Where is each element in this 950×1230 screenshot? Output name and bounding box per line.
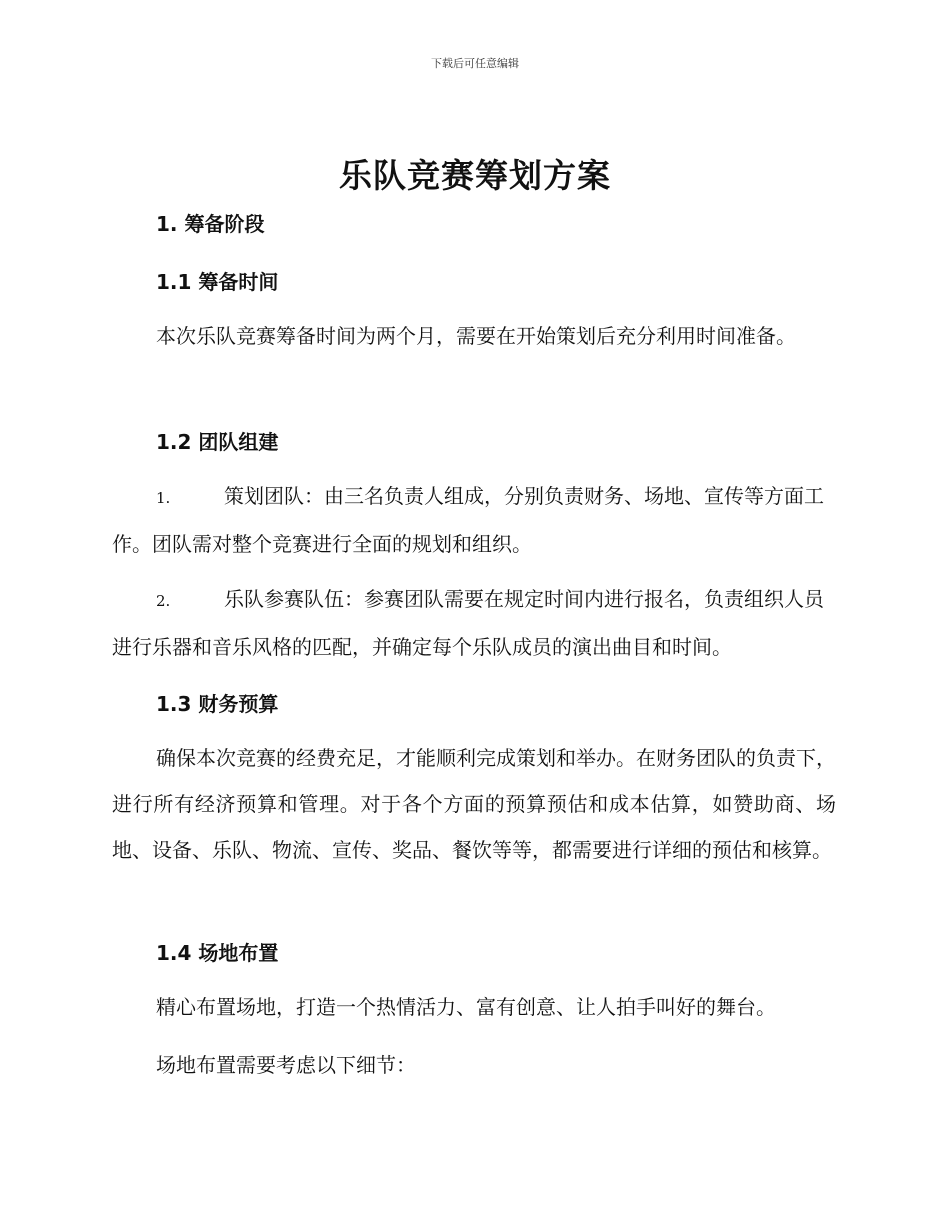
section-1-heading: 1. 筹备阶段 bbox=[156, 212, 265, 236]
section-1-3-paragraph-text: 确保本次竞赛的经费充足，才能顺利完成策划和举办。在财务团队的负责下，进行所有经济预算和管理。对于各个方面的预算预估和成本估算，如赞助商、场地、设备、乐队、物流、宣传、奖品、餐饮等等，都需要进行详细的预估和核算。 bbox=[112, 746, 836, 862]
section-1-3-heading: 1.3 财务预算 bbox=[156, 692, 279, 716]
section-1-4-paragraph-2 bbox=[112, 1042, 836, 1088]
list-item bbox=[112, 576, 836, 670]
list-item-number: 2. bbox=[156, 592, 171, 610]
section-1-2-heading: 1.2 团队组建 bbox=[156, 430, 279, 454]
section-1-1-paragraph-text: 本次乐队竞赛筹备时间为两个月，需要在开始策划后充分利用时间准备。 bbox=[156, 324, 796, 348]
section-1-1-heading: 1.1 筹备时间 bbox=[156, 270, 279, 294]
list-item-number: 1. bbox=[156, 489, 171, 507]
header-note: 下载后可任意编辑 bbox=[431, 57, 519, 70]
section-1-4-paragraph-2-text: 场地布置需要考虑以下细节： bbox=[156, 1053, 416, 1077]
list-item bbox=[112, 473, 836, 567]
section-1-1-paragraph bbox=[112, 313, 836, 359]
document-title: 乐队竞赛筹划方案 bbox=[339, 156, 611, 195]
section-1-4-paragraph-1 bbox=[112, 984, 836, 1030]
section-1-4-paragraph-1-text: 精心布置场地，打造一个热情活力、富有创意、让人拍手叫好的舞台。 bbox=[156, 995, 776, 1019]
list-item-text: 策划团队：由三名负责人组成，分别负责财务、场地、宣传等方面工作。团队需对整个竞赛进行全面的规划和组织。 bbox=[112, 484, 824, 556]
list-item-text: 乐队参赛队伍：参赛团队需要在规定时间内进行报名，负责组织人员进行乐器和音乐风格的匹配，并确定每个乐队成员的演出曲目和时间。 bbox=[112, 587, 824, 659]
section-1-3-paragraph bbox=[112, 735, 836, 873]
section-1-4-heading: 1.4 场地布置 bbox=[156, 941, 279, 965]
